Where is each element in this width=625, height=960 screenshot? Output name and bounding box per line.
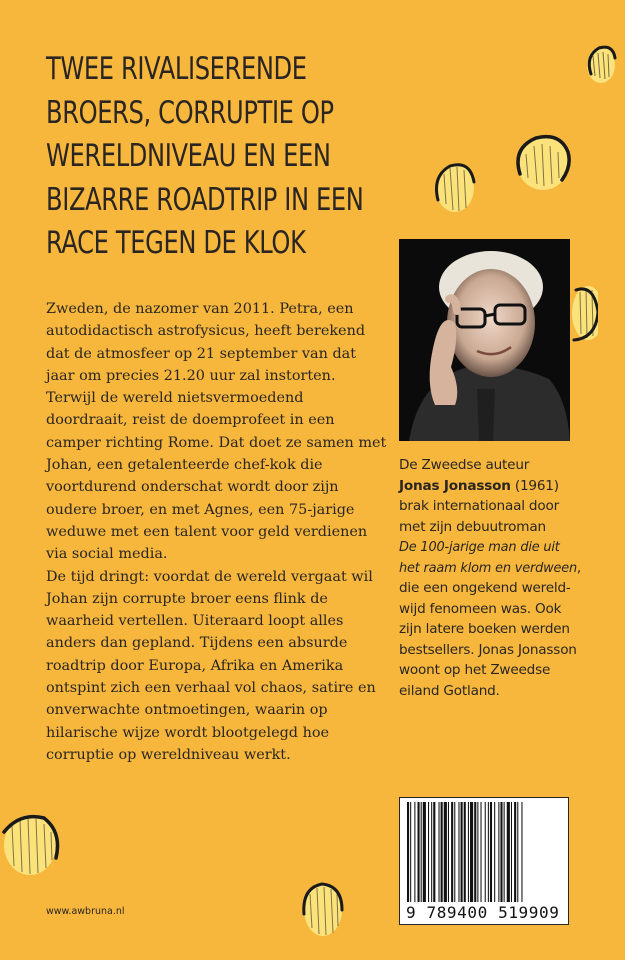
headline-line: BIZARRE ROADTRIP IN EEN (46, 181, 364, 218)
bio-line: zijn latere boeken werden (399, 621, 570, 637)
author-photo (399, 239, 570, 441)
bio-line: bestsellers. Jonas Jonasson (399, 641, 577, 658)
bio-line: wijd fenomeen was. Ook (399, 600, 562, 617)
headline (46, 48, 364, 266)
blurb-paragraph: Zweden, de nazomer van 2011. Petra, een autodidactisch astrofysicus, heeft berekend dat de atmosfeer op 21 september van dat jaar om precies 21.20 uur zal instorten. Terwijl de wereld nietsvermoedend doordraait, reist de doemprofeet in een camper richting Rome. Dat doet ze samen met Johan, een getalenteerde chef-kok die voortdurend onderschat wordt door zijn oudere broer, en met Agnes, een 75-jarige weduwe met een talent voor geld verdienen via social media. (46, 301, 387, 563)
author-name: Jonas Jonasson (399, 477, 511, 494)
barcode (399, 797, 569, 925)
birth-year: (1961) (514, 477, 559, 494)
bio-line: woont op het Zweedse (399, 662, 551, 678)
blurb-paragraph: De tijd dringt: voordat de wereld vergaat wil Johan zijn corrupte broer eens flink de waarheid vertellen. Uiteraard loopt alles anders dan gepland. Tijdens een absurde roadtrip door Europa, Afrika en Amerika ontspint zich een verhaal vol chaos, satire en onverwachte ontmoetingen, waarin op hilarische wijze wordt blootgelegd hoe corruptie op wereldniveau werkt. (46, 568, 376, 763)
coin-decoration-icon (568, 282, 598, 344)
blurb (46, 298, 388, 766)
bio-line: met zijn debuutroman (399, 518, 546, 535)
bio-line: De Zweedse auteur (399, 457, 530, 473)
bio-line: die een ongekend wereld- (399, 580, 571, 596)
isbn-number: 9 789400 519909 (406, 903, 560, 922)
publisher-url: www.awbruna.nl (46, 906, 125, 917)
bio-line (399, 476, 589, 497)
headline-line: TWEE RIVALISERENDE (46, 51, 307, 87)
book-title: het raam klom en verdween (399, 559, 577, 576)
headline-line: WERELDNIVEAU EN EEN (46, 138, 331, 174)
coin-decoration-icon (300, 880, 346, 940)
headline-line: BROERS, CORRUPTIE OP (46, 94, 334, 131)
coin-decoration-icon (432, 160, 478, 216)
author-portrait-icon (399, 239, 570, 441)
coin-decoration-icon (510, 130, 576, 196)
coin-decoration-icon (583, 44, 619, 86)
book-title: De 100-jarige man die uit (399, 539, 560, 555)
bio-line (399, 558, 580, 579)
author-bio (399, 455, 589, 701)
bio-punctuation: , (576, 559, 581, 576)
bio-line: eiland Gotland. (399, 682, 500, 699)
barcode-bars-icon (407, 802, 561, 902)
bio-line: brak internationaal door (399, 498, 559, 514)
coin-decoration-icon (0, 810, 62, 880)
bio-line (399, 537, 580, 558)
headline-line: RACE TEGEN DE KLOK (46, 225, 306, 261)
